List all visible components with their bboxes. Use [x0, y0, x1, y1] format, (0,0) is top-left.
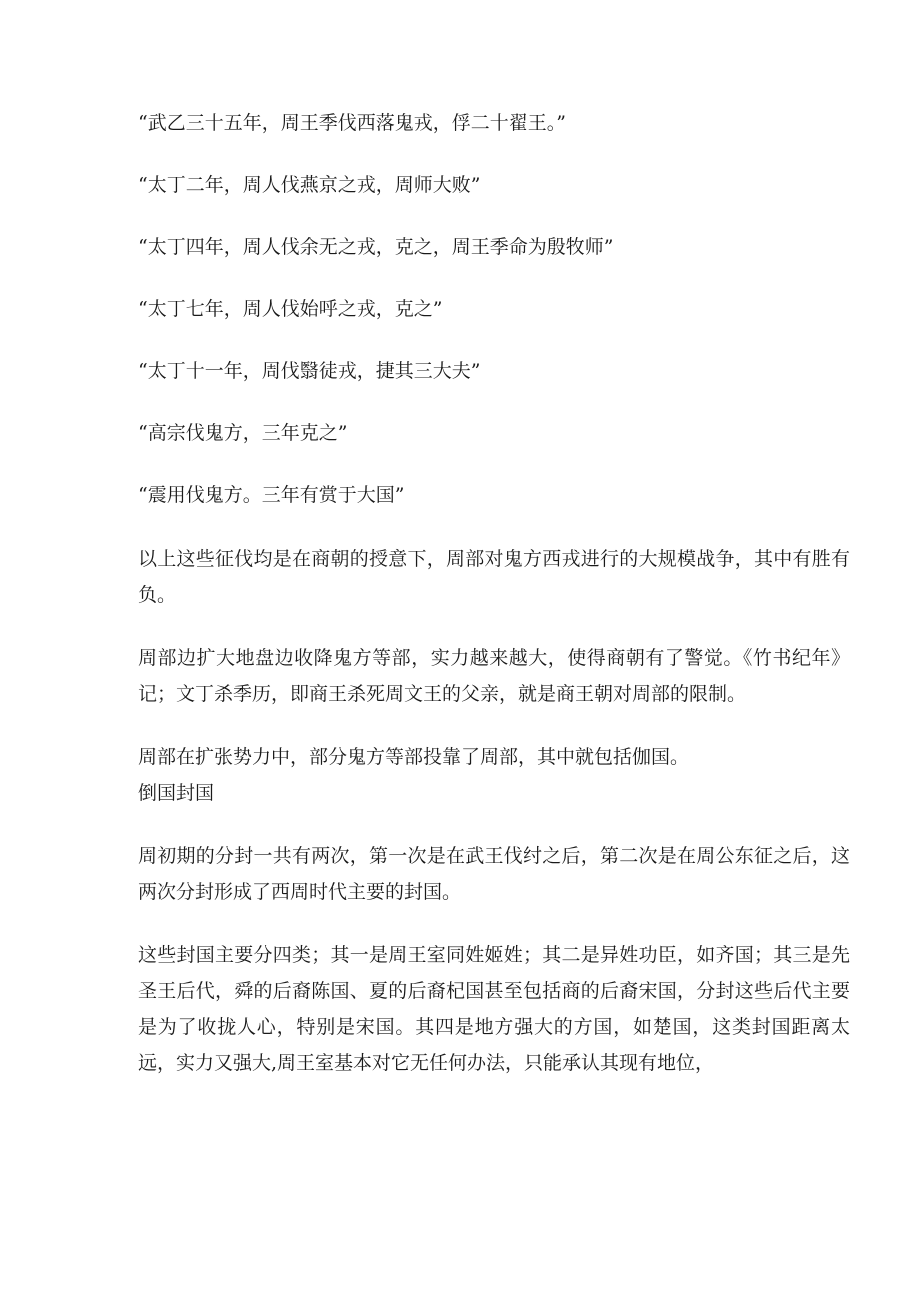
paragraph-expansion: 周部边扩大地盘边收降鬼方等部，实力越来越大，使得商朝有了警觉。《竹书纪年》记；文丁杀季历，即商王杀死周文王的父亲，就是商王朝对周部的限制。 [138, 647, 850, 705]
paragraph-allegiance: 周部在扩张势力中，部分鬼方等部投靠了周部，其中就包括伽国。 [138, 746, 690, 768]
quote-line-2: “太丁二年，周人伐燕京之戎，周师大败” [138, 174, 481, 196]
quote-line-3: “太丁四年，周人伐余无之戎，克之，周王季命为殷牧师” [138, 236, 614, 258]
quote-line-7: “震用伐鬼方。三年有赏于大国” [138, 484, 405, 506]
quote-line-1: “武乙三十五年，周王季伐西落鬼戎，俘二十翟王。” [138, 112, 566, 134]
quote-line-5: “太丁十一年，周伐翳徒戎，捷其三大夫” [138, 360, 481, 382]
paragraph-fief-types: 这些封国主要分四类；其一是周王室同姓姬姓；其二是异姓功臣，如齐国；其三是先圣王后代，舜的后裔陈国、夏的后裔杞国甚至包括商的后裔宋国，分封这些后代主要是为了收拢人心，特别是宋国。其四是地方强大的方国，如楚国，这类封国距离太远，实力又强大,周王室基本对它无任何办法，只能承认其现有地位， [138, 944, 850, 1074]
quote-line-6: “高宗伐鬼方，三年克之” [138, 422, 348, 444]
paragraph-summary: 以上这些征伐均是在商朝的授意下，周部对鬼方西戎进行的大规模战争，其中有胜有负。 [138, 548, 850, 606]
quote-line-4: “太丁七年，周人伐始呼之戎，克之” [138, 298, 443, 320]
section-heading: 倒国封国 [138, 782, 215, 804]
paragraph-enfeoffment: 周初期的分封一共有两次，第一次是在武王伐纣之后，第二次是在周公东征之后，这两次分封形成了西周时代主要的封国。 [138, 845, 850, 903]
